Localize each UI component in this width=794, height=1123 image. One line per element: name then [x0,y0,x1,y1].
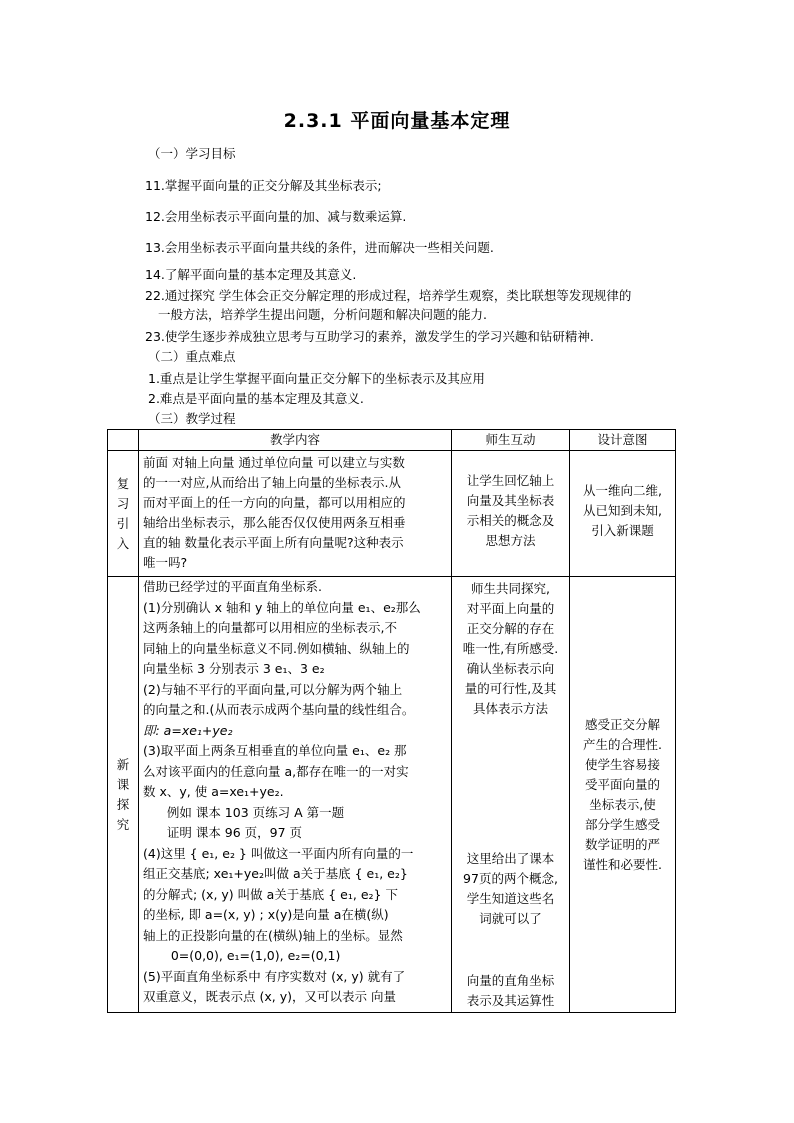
interaction-line: 确认坐标表示向 [466,661,555,676]
section-key-heading: （二）重点难点 [148,349,236,364]
table-header-row [108,430,676,451]
content-line: 的坐标, 即 a=(x, y) ; x(y)是向量 a在横(纵) [143,907,389,922]
intent-line: 引入新课题 [591,523,654,538]
content-line: 轴给出坐标表示，那么能否仅仅使用两条互相垂 [143,515,406,530]
row-label-review: 复 习 引 入 [108,451,139,577]
interaction-line: 向量及其坐标表 [466,493,555,508]
goal-item: 11.掌握平面向量的正交分解及其坐标表示; [145,178,382,193]
content-line: 轴上的正投影向量的在(横纵)轴上的坐标。显然 [143,927,403,943]
content-line: 同轴上的向量坐标意义不同.例如横轴、纵轴上的 [143,640,410,656]
interaction-block-a [452,579,569,719]
section-process-heading: （三）教学过程 [148,411,236,426]
content-line: 前面 对轴上向量 通过单位向量 可以建立与实数 [143,455,405,470]
intent-line: 使学生容易接 [584,756,660,772]
intent-line: 数学证明的严 [584,836,660,852]
header-cell: 师生互动 [452,430,570,451]
page-title: 2.3.1 平面向量基本定理 [283,110,511,132]
header-cell: 设计意图 [570,430,676,451]
content-line: 的分解式; (x, y) 叫做 a关于基底 { e₁, e₂} 下 [143,886,398,902]
interaction-line: 思想方法 [485,533,536,548]
content-line: (1)分别确认 x 轴和 y 轴上的单位向量 e₁、e₂那么 [143,599,421,615]
section-goals-heading: （一）学习目标 [148,146,236,161]
interaction-line: 师生共同探究, [471,581,550,596]
interaction-line: 让学生回忆轴上 [466,473,555,488]
interaction-line: 正交分解的存在 [466,621,555,636]
content-line: 么对该平面内的任意向量 a,都存在唯一的一对实 [143,763,409,779]
content-line: (2)与轴不平行的平面向量,可以分解为两个轴上 [143,681,403,697]
key-item: 2.难点是平面向量的基本定理及其意义. [148,391,364,406]
content-line: 直的轴 数量化表示平面上所有向量呢?这种表示 [143,535,404,550]
new-lesson-interaction [452,577,570,1013]
interaction-line: 97页的两个概念, [463,871,558,886]
header-cell: 教学内容 [139,430,452,451]
interaction-line: 表示及其运算性 [466,993,555,1008]
interaction-line: 学生知道这些名 [466,891,555,906]
intent-line: 从一维向二维, [583,483,662,498]
interaction-line: 具体表示方法 [472,701,548,716]
intent-line: 部分学生感受 [584,816,660,832]
content-line: (3)取平面上两条互相垂直的单位向量 e₁、e₂ 那 [143,743,407,758]
interaction-block-b [452,849,569,929]
content-line: 这两条轴上的向量都可以用相应的坐标表示,不 [143,620,397,635]
header-cell [108,430,139,451]
intent-line: 受平面向量的 [584,776,660,792]
goal-item: 13.会用坐标表示平面向量共线的条件，进而解决一些相关问题. [145,240,494,255]
goal-item: 12.会用坐标表示平面向量的加、减与数乘运算. [145,209,407,224]
content-line: 组正交基底; xe₁+ye₂叫做 a关于基底 { e₁, e₂} [143,866,408,881]
key-item: 1.重点是让学生掌握平面向量正交分解下的坐标表示及其应用 [148,371,485,386]
intent-line: 产生的合理性. [583,736,662,752]
goal-item: 一般方法，培养学生提出问题，分析问题和解决问题的能力. [158,307,487,322]
content-line: 借助已经学过的平面直角坐标系. [143,579,322,594]
content-line: 数 x、y, 使 a=xe₁+ye₂. [143,784,284,799]
intent-line: 谨性和必要性. [583,856,662,872]
content-line: 双重意义，既表示点 (x, y)，又可以表示 向量 [143,989,396,1004]
interaction-line: 词就可以了 [479,911,542,926]
interaction-line: 对平面上向量的 [466,601,555,616]
content-line: 证明 课本 96 页，97 页 [143,825,303,840]
intent-line: 从已知到未知, [583,503,662,518]
goal-item: 22.通过探究 学生体会正交分解定理的形成过程，培养学生观察，类比联想等发现规律的 [145,288,632,303]
interaction-line: 唯一性,有所感受. [462,641,559,656]
goal-item: 14.了解平面向量的基本定理及其意义. [145,267,357,282]
interaction-line: 这里给出了课本 [466,851,555,866]
intent-line: 坐标表示,使 [589,796,656,812]
table-row-new-lesson [108,577,676,1013]
content-line: 的一一对应,从而给出了轴上向量的坐标表示.从 [143,475,401,490]
new-lesson-intent [570,577,676,1013]
interaction-block-c [452,971,569,1011]
content-line: 而对平面上的任一方向的向量，都可以用相应的 [143,495,406,510]
interaction-line: 示相关的概念及 [466,513,555,528]
content-line: 向量坐标 3 分别表示 3 e₁、3 e₂ [143,661,325,676]
interaction-line: 向量的直角坐标 [466,973,555,988]
content-line: (5)平面直角坐标系中 有序实数对 (x, y) 就有了 [143,968,406,984]
review-intent [570,451,676,577]
review-content [139,451,452,577]
content-line: 的向量之和.(从而表示成两个基向量的线性组合。 [143,702,415,717]
teaching-process-table [107,429,676,1013]
content-line: (4)这里 { e₁, e₂ } 叫做这一平面内所有向量的一 [143,845,414,861]
row-label-new-lesson: 新 课 探 究 [108,577,139,1013]
content-line: 0=(0,0), e₁=(1,0), e₂=(0,1) [143,948,341,963]
new-lesson-content [139,577,452,1013]
table-row-review [108,451,676,577]
review-interaction [452,451,570,577]
intent-line: 感受正交分解 [584,716,660,732]
content-line: 即: a=xe₁+ye₂ [143,722,233,738]
content-line: 唯一吗? [143,555,188,570]
content-line: 例如 课本 103 页练习 A 第一题 [143,804,345,820]
interaction-line: 量的可行性,及其 [464,681,557,696]
goal-item: 23.使学生逐步养成独立思考与互助学习的素养，激发学生的学习兴趣和钻研精神. [145,329,594,344]
